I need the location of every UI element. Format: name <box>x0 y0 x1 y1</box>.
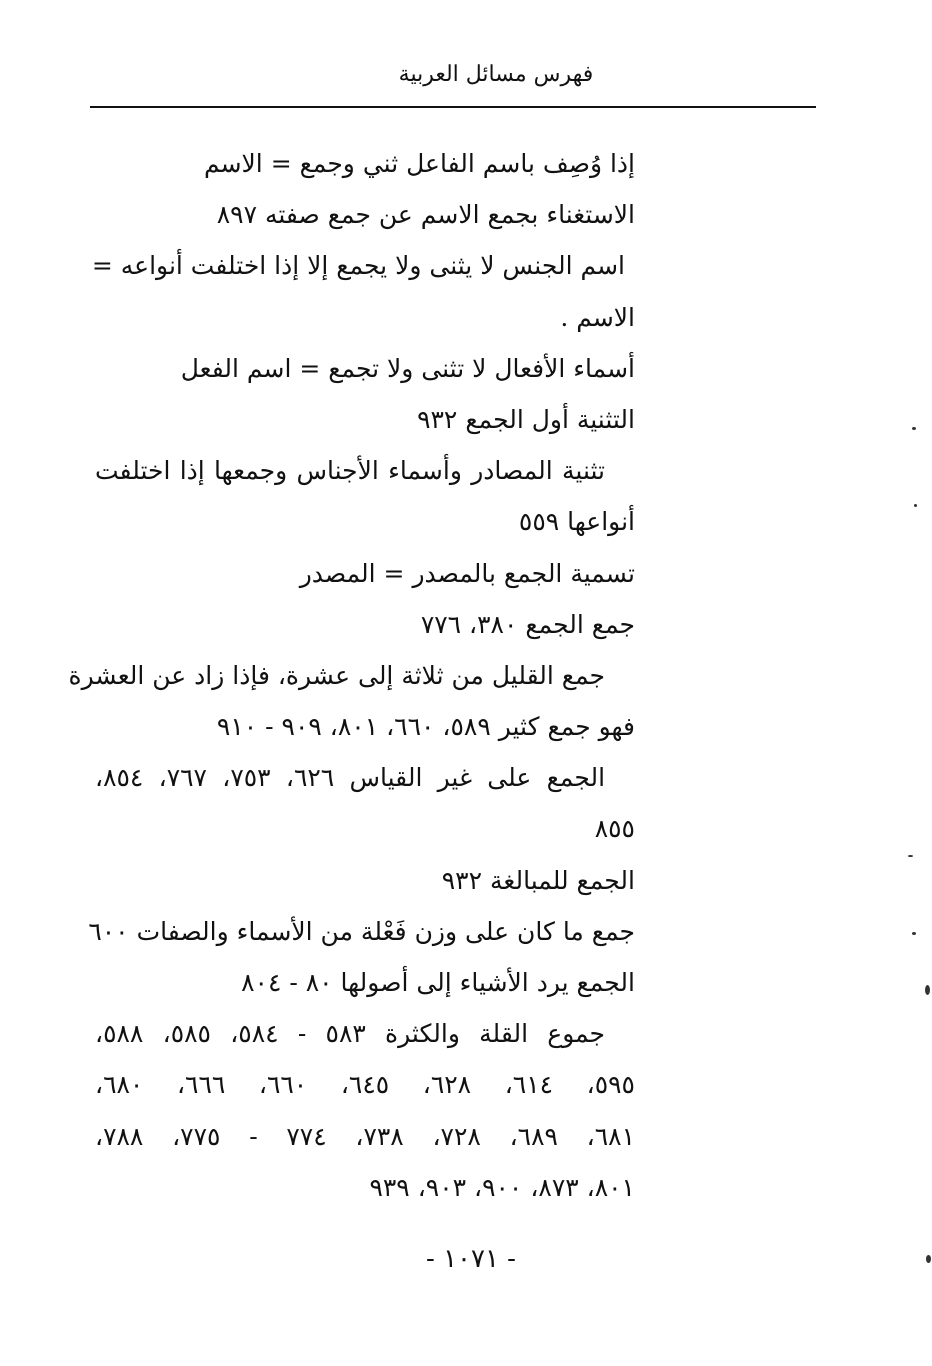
index-line: ٨٥٥ <box>594 814 635 844</box>
index-line: الاسم . <box>560 302 635 332</box>
index-line: الجمع على غير القياس ٦٢٦، ٧٥٣، ٧٦٧، ٨٥٤، <box>95 763 606 793</box>
index-line: جمع الجمع ٣٨٠، ٧٧٦ <box>420 609 635 639</box>
index-line: أسماء الأفعال لا تثنى ولا تجمع = اسم الفعل <box>180 353 635 383</box>
page-number: - ١٠٧١ - <box>426 1244 516 1274</box>
index-line: ٦٨١، ٦٨٩، ٧٢٨، ٧٣٨، ٧٧٤ - ٧٧٥، ٧٨٨، <box>95 1121 636 1151</box>
index-line: ٨٠١، ٨٧٣، ٩٠٠، ٩٠٣، ٩٣٩ <box>369 1172 635 1202</box>
header-rule <box>90 106 816 108</box>
index-entries <box>68 138 636 1213</box>
index-line: ٥٩٥، ٦١٤، ٦٢٨، ٦٤٥، ٦٦٠، ٦٦٦، ٦٨٠، <box>95 1070 635 1100</box>
scan-speck <box>912 932 916 935</box>
index-line: اسم الجنس لا يثنى ولا يجمع إلا إذا اختلفت أنواعه = <box>91 251 625 281</box>
index-line: التثنية أول الجمع ٩٣٢ <box>417 404 635 434</box>
index-line: فهو جمع كثير ٥٨٩، ٦٦٠، ٨٠١، ٩٠٩ - ٩١٠ <box>216 712 635 742</box>
index-line: جمع ما كان على وزن فَعْلة من الأسماء والصفات ٦٠٠ <box>88 916 635 946</box>
scan-speck <box>925 985 930 995</box>
index-line: أنواعها ٥٥٩ <box>518 507 635 537</box>
scan-speck <box>912 427 916 430</box>
scan-speck <box>914 504 917 507</box>
running-head: فهرس مسائل العربية <box>398 62 594 87</box>
index-line: الجمع للمبالغة ٩٣٢ <box>441 865 635 895</box>
index-line: إذا وُصِف باسم الفاعل ثني وجمع = الاسم <box>203 149 635 178</box>
index-line: جموع القلة والكثرة ٥٨٣ - ٥٨٤، ٥٨٥، ٥٨٨، <box>95 1019 606 1049</box>
index-line: الجمع يرد الأشياء إلى أصولها ٨٠ - ٨٠٤ <box>241 968 635 997</box>
scan-speck <box>908 855 913 857</box>
scan-speck <box>926 1255 931 1263</box>
index-line: تثنية المصادر وأسماء الأجناس وجمعها إذا اختلفت <box>95 456 605 486</box>
index-line: جمع القليل من ثلاثة إلى عشرة، فإذا زاد عن العشرة <box>68 660 605 690</box>
index-line: تسمية الجمع بالمصدر = المصدر <box>299 558 635 588</box>
index-line: الاستغناء بجمع الاسم عن جمع صفته ٨٩٧ <box>216 200 635 230</box>
